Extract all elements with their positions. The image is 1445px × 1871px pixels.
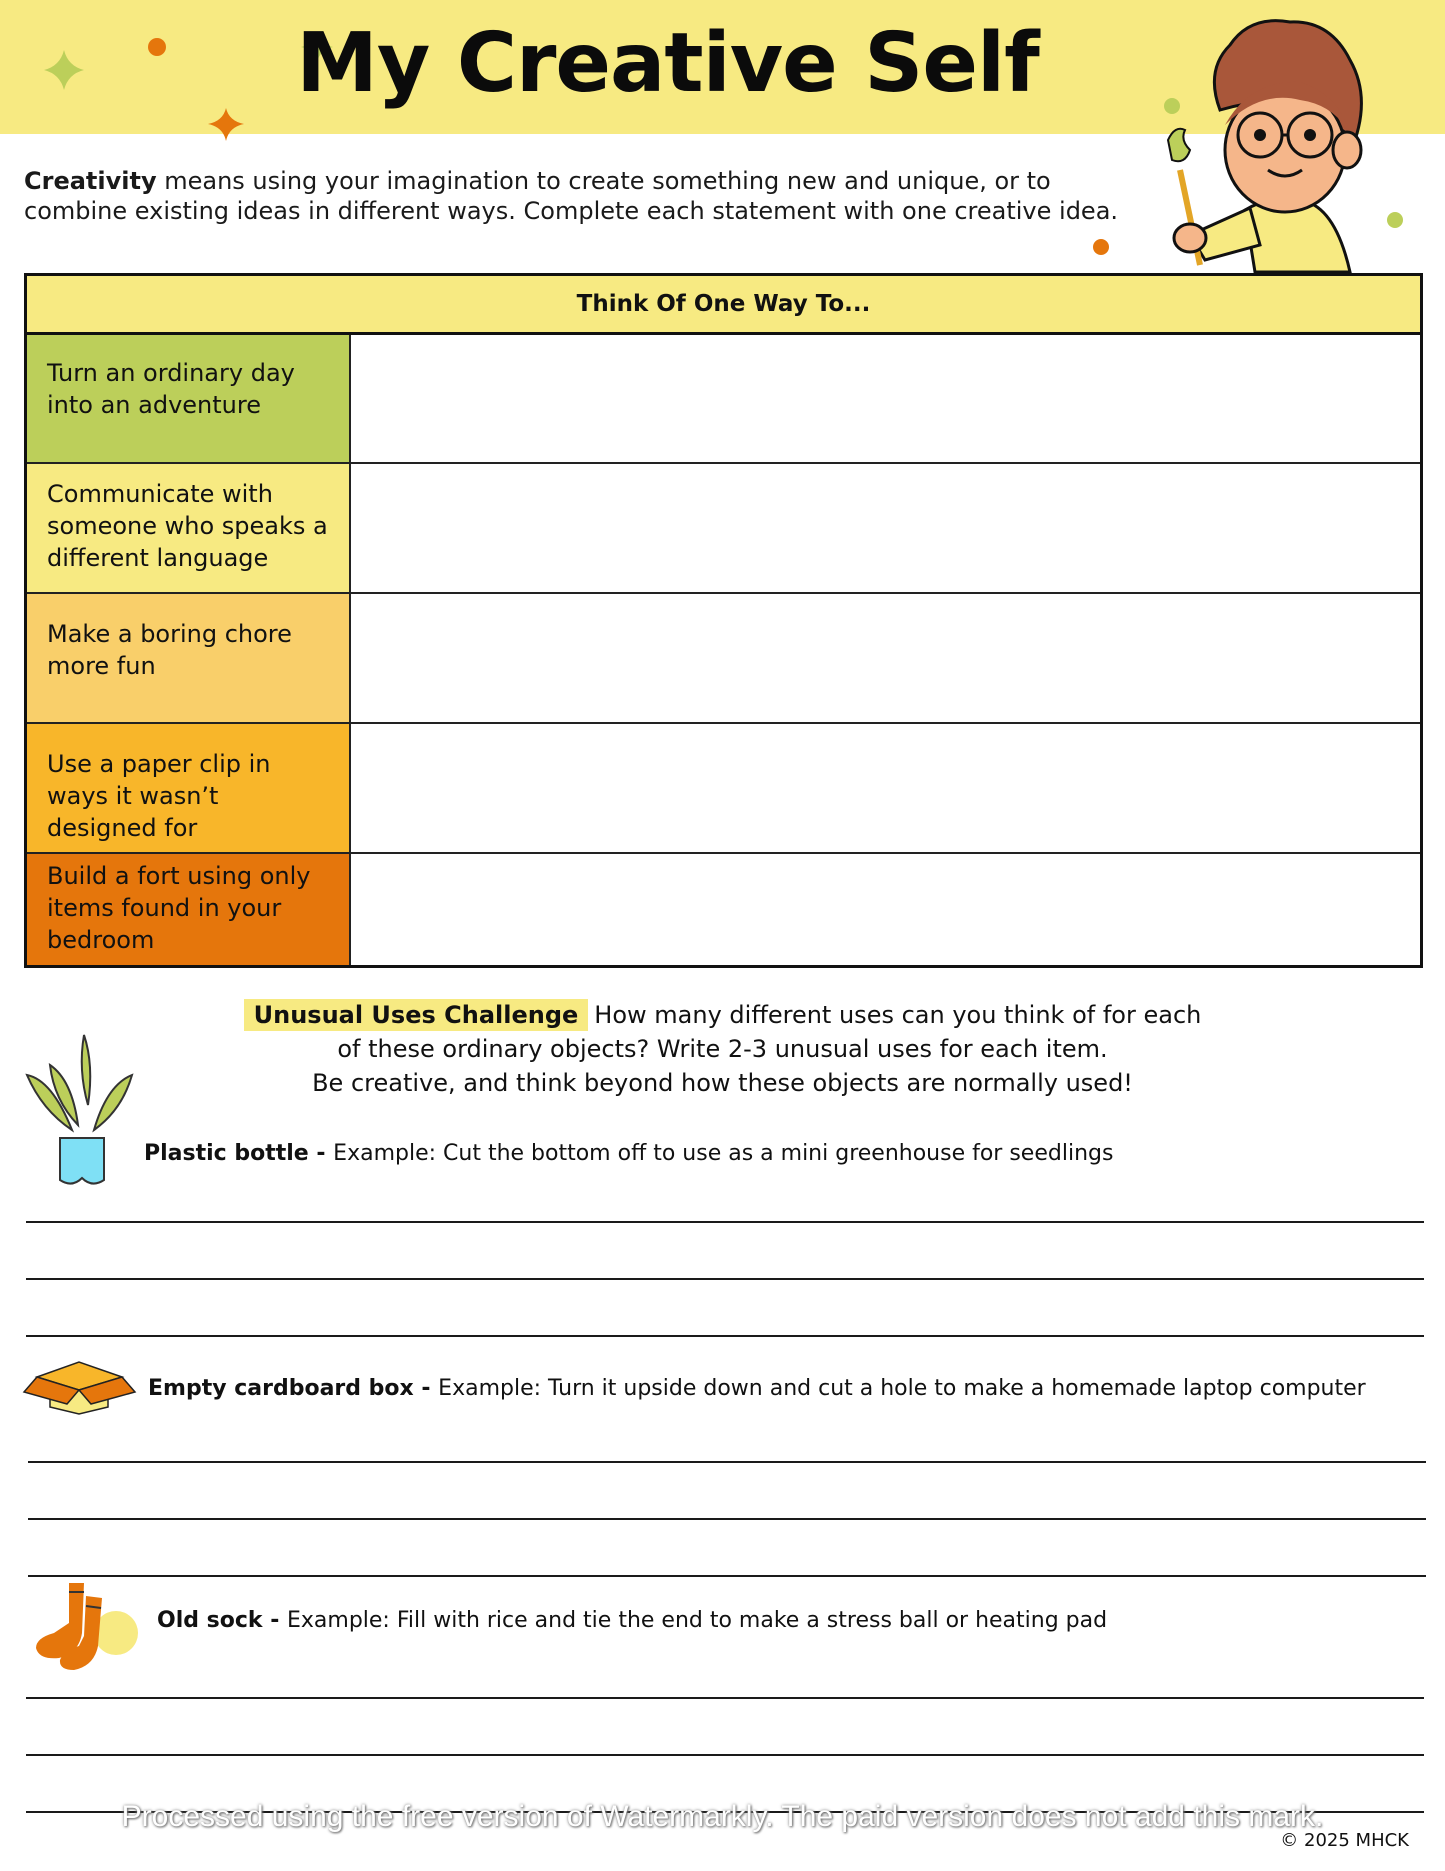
answer-line[interactable] [26, 1335, 1424, 1337]
intro-text: means using your imagination to create something new and unique, or to combine existing ideas in different ways. Complete each statement with one creative idea. [24, 167, 1119, 225]
answer-line[interactable] [26, 1754, 1424, 1756]
prompt-cell: Make a boring chore more fun [27, 594, 351, 722]
prompt-cell: Use a paper clip in ways it wasn’t designed for [27, 724, 351, 852]
answer-cell[interactable] [351, 464, 1420, 592]
item-name: Plastic bottle - [144, 1141, 334, 1166]
answer-cell[interactable] [351, 854, 1420, 965]
table-row [27, 594, 1420, 724]
challenge-label: Unusual Uses Challenge [244, 999, 589, 1031]
plant-in-bottle-icon [22, 1030, 137, 1185]
dot-icon [1093, 239, 1109, 255]
prompt-cell: Turn an ordinary day into an adventure [27, 335, 351, 462]
item-name: Empty cardboard box - [148, 1376, 439, 1401]
challenge-instructions [0, 998, 1445, 1100]
prompt-cell: Build a fort using only items found in your bedroom [27, 854, 351, 965]
kid-painter-icon [1150, 10, 1390, 275]
answer-cell[interactable] [351, 724, 1420, 852]
item-plastic-bottle [144, 1141, 1113, 1166]
answer-line[interactable] [28, 1575, 1426, 1577]
table-row [27, 854, 1420, 965]
table-row [27, 724, 1420, 854]
challenge-line-3: Be creative, and think beyond how these objects are normally used! [312, 1069, 1133, 1097]
challenge-line-2: of these ordinary objects? Write 2-3 unusual uses for each item. [337, 1035, 1108, 1063]
copyright-footer: © 2025 MHCK [1280, 1830, 1409, 1851]
processor-watermark: Processed using the free version of Watermarkly. The paid version does not add this mark. [121, 1800, 1324, 1833]
socks-icon [24, 1578, 144, 1673]
item-example: Example: Cut the bottom off to use as a mini greenhouse for seedlings [333, 1141, 1114, 1166]
answer-line[interactable] [28, 1518, 1426, 1520]
item-cardboard-box [148, 1376, 1366, 1401]
table-row [27, 464, 1420, 594]
intro-paragraph [24, 166, 1124, 226]
table-heading: Think Of One Way To... [27, 276, 1420, 335]
answer-line[interactable] [26, 1278, 1424, 1280]
answer-line[interactable] [26, 1697, 1424, 1699]
answer-cell[interactable] [351, 594, 1420, 722]
prompt-cell: Communicate with someone who speaks a different language [27, 464, 351, 592]
item-example: Example: Turn it upside down and cut a hole to make a homemade laptop computer [438, 1376, 1366, 1401]
page-title: My Creative Self [296, 16, 1039, 111]
item-example: Example: Fill with rice and tie the end to make a stress ball or heating pad [286, 1608, 1108, 1633]
answer-cell[interactable] [351, 335, 1420, 462]
challenge-line-1: How many different uses can you think of for each [594, 1001, 1202, 1029]
cardboard-box-icon [22, 1352, 137, 1417]
table-row [27, 335, 1420, 464]
answer-line[interactable] [28, 1461, 1426, 1463]
item-old-sock [157, 1608, 1107, 1633]
ideas-table [24, 273, 1423, 968]
answer-line[interactable] [26, 1221, 1424, 1223]
item-name: Old sock - [157, 1608, 287, 1633]
intro-term: Creativity [24, 167, 157, 195]
